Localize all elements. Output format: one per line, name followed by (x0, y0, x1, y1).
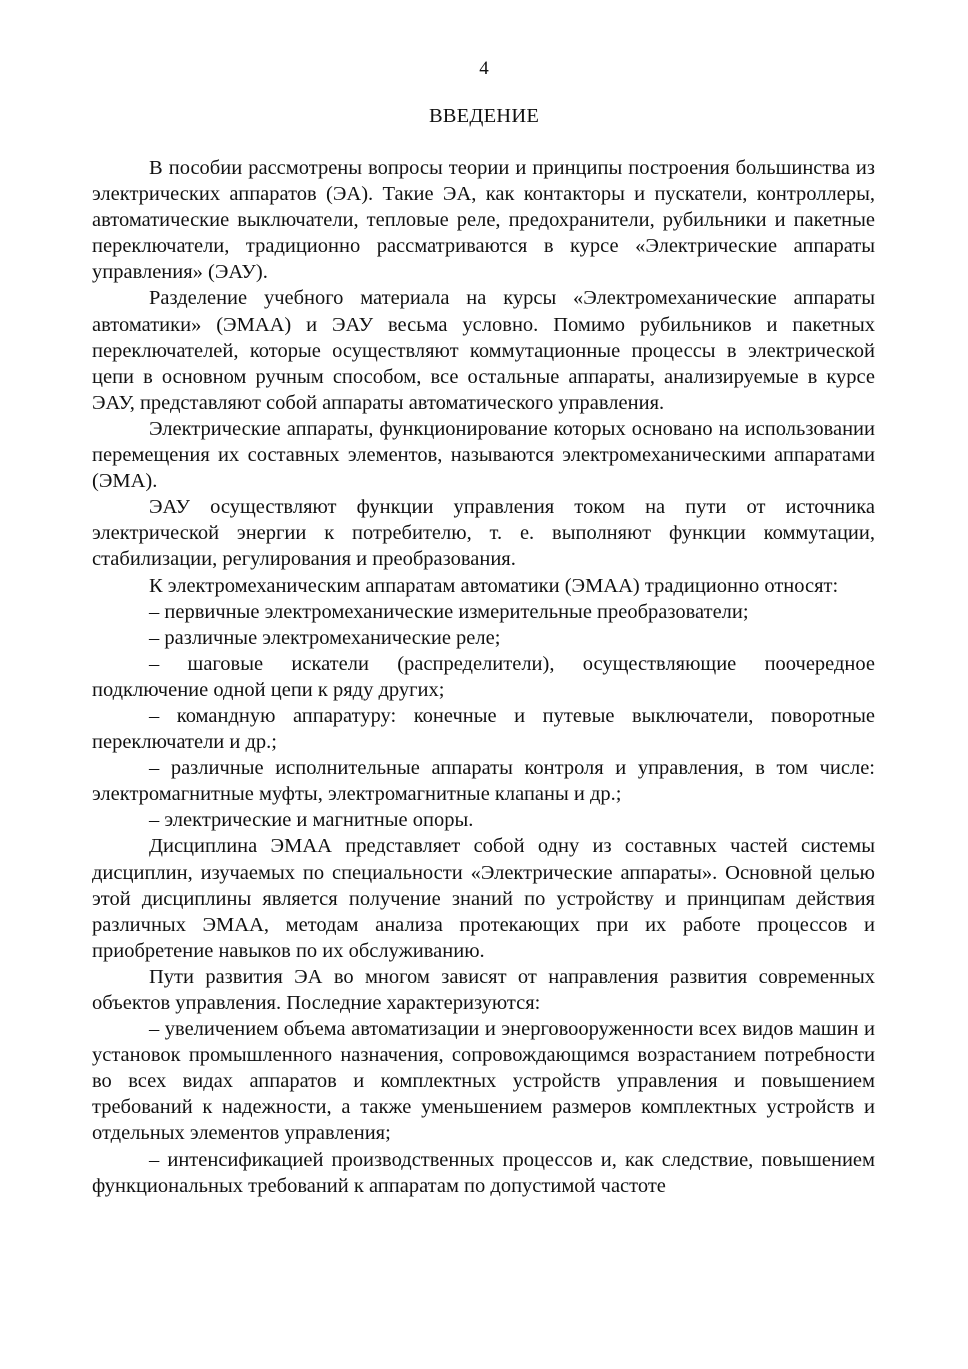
paragraph: ЭАУ осуществляют функции управления током на пути от источника электрической энергии к потребителю, т. е. выполняют функции коммутации, стабилизации, регулирования и преобразования. (92, 496, 875, 571)
paragraph: Пути развития ЭА во многом зависят от направления развития современных объектов управления. Последние характеризуются: (92, 965, 875, 1014)
paragraph: В пособии рассмотрены вопросы теории и принципы построения большинства из электрических аппаратов (ЭА). Такие ЭА, как контакторы и пускатели, контроллеры, автоматические выключатели, тепловые реле, предохранители, рубильники и пакетные переключатели, традиционно рассматриваются в курсе «Электрические аппараты управления» (ЭАУ). (92, 157, 875, 284)
paragraph: К электромеханическим аппаратам автоматики (ЭМАА) традиционно относят: (149, 574, 839, 597)
section-heading: ВВЕДЕНИЕ (428, 105, 540, 127)
paragraph: Дисциплина ЭМАА представляет собой одну из составных частей системы дисциплин, изучаемых по специальности «Электрические аппараты». Основной целью этой дисциплины является получение знаний по устройству и принципам действия различных ЭМАА, методам анализа протекающих при их работе процессов и приобретение навыков по их обслуживанию. (92, 835, 875, 962)
list-item: – увеличением объема автоматизации и энерговооруженности всех видов машин и установок промышленного назначения, сопровождающимся возрастанием потребности во всех видах аппаратов и комплектных устройств управления и повышением требований к надежности, а также уменьшением размеров комплектных устройств и отдельных элементов управления; (92, 1018, 875, 1145)
list-item: – различные исполнительные аппараты контроля и управления, в том числе: электромагнитные муфты, электромагнитные клапаны и др.; (92, 757, 875, 806)
paragraph: Разделение учебного материала на курсы «Электромеханические аппараты автоматики» (ЭМАА) и ЭАУ весьма условно. Помимо рубильников и пакетных переключателей, которые осуществляют коммутационные процессы в электрической цепи в основном ручным способом, все остальные аппараты, анализируемые в курсе ЭАУ, представляют собой аппараты автоматического управления. (92, 287, 875, 414)
paragraph: Электрические аппараты, функционирование которых основано на использовании перемещения их составных элементов, называются электромеханическими аппаратами (ЭМА). (92, 417, 875, 493)
list-item: – первичные электромеханические измерительные преобразователи; (149, 600, 749, 623)
list-item: – командную аппаратуру: конечные и путевые выключатели, поворотные переключатели и др.; (92, 704, 875, 754)
page-number: 4 (479, 58, 489, 79)
list-item: – различные электромеханические реле; (149, 626, 501, 649)
list-item: – интенсификацией производственных процессов и, как следствие, повышением функциональных требований к аппаратам по допустимой частоте (92, 1148, 875, 1197)
list-item: – электрические и магнитные опоры. (149, 809, 474, 832)
body-text (92, 155, 875, 1199)
list-item: – шаговые искатели (распределители), осуществляющие поочередное подключение одной цепи к ряду других; (92, 652, 875, 701)
